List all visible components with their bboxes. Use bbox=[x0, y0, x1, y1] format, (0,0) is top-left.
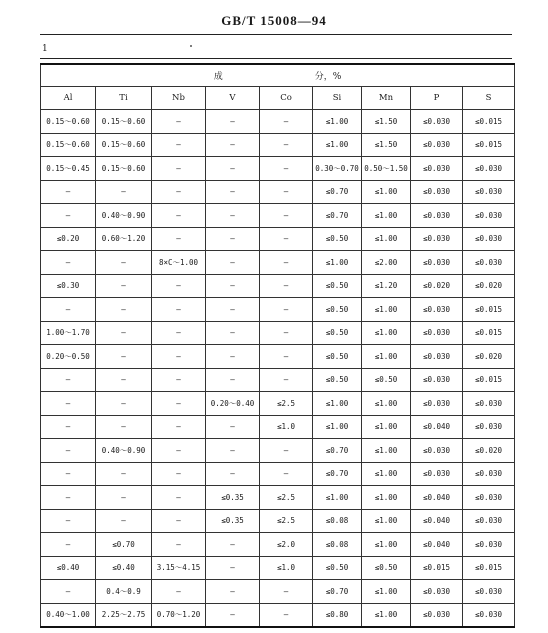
cell-al: — bbox=[41, 415, 96, 439]
cell-co: ≤1.0 bbox=[260, 415, 313, 439]
cell-p: ≤0.030 bbox=[411, 321, 463, 345]
cell-nb: — bbox=[152, 204, 206, 228]
cell-nb: — bbox=[152, 180, 206, 204]
column-header-co: Co bbox=[260, 87, 313, 110]
cell-s: ≤0.015 bbox=[463, 298, 515, 322]
cell-v: ≤0.35 bbox=[206, 486, 260, 510]
cell-nb: — bbox=[152, 368, 206, 392]
cell-co: — bbox=[260, 133, 313, 157]
cell-nb: — bbox=[152, 298, 206, 322]
cell-si: ≤0.08 bbox=[313, 509, 362, 533]
cell-nb: — bbox=[152, 321, 206, 345]
table-row bbox=[41, 603, 515, 627]
column-header-si: Si bbox=[313, 87, 362, 110]
cell-si: ≤0.70 bbox=[313, 204, 362, 228]
cell-mn: ≤1.20 bbox=[362, 274, 411, 298]
cell-co: — bbox=[260, 603, 313, 627]
cell-si: 0.30～0.70 bbox=[313, 157, 362, 181]
cell-ti: — bbox=[96, 180, 152, 204]
cell-al: 0.40～1.00 bbox=[41, 603, 96, 627]
cell-co: — bbox=[260, 439, 313, 463]
cell-al: ≤0.30 bbox=[41, 274, 96, 298]
composition-heading-right: 分，% bbox=[314, 72, 342, 82]
cell-al: 0.15～0.60 bbox=[41, 110, 96, 134]
cell-al: — bbox=[41, 533, 96, 557]
cell-co: — bbox=[260, 368, 313, 392]
cell-v: — bbox=[206, 603, 260, 627]
cell-si: ≤1.00 bbox=[313, 486, 362, 510]
cell-s: ≤0.030 bbox=[463, 580, 515, 604]
cell-si: ≤0.50 bbox=[313, 227, 362, 251]
table-row bbox=[41, 298, 515, 322]
cell-s: ≤0.015 bbox=[463, 321, 515, 345]
cell-mn: ≤1.00 bbox=[362, 486, 411, 510]
cell-al: — bbox=[41, 204, 96, 228]
column-header-s: S bbox=[463, 87, 515, 110]
cell-ti: 0.60～1.20 bbox=[96, 227, 152, 251]
cell-mn: ≤1.00 bbox=[362, 580, 411, 604]
cell-co: ≤1.0 bbox=[260, 556, 313, 580]
cell-p: ≤0.030 bbox=[411, 204, 463, 228]
cell-nb: — bbox=[152, 580, 206, 604]
cell-ti: — bbox=[96, 345, 152, 369]
cell-p: ≤0.030 bbox=[411, 251, 463, 275]
cell-p: ≤0.030 bbox=[411, 580, 463, 604]
cell-p: ≤0.030 bbox=[411, 110, 463, 134]
table-row bbox=[41, 368, 515, 392]
cell-al: ≤0.40 bbox=[41, 556, 96, 580]
cell-p: ≤0.030 bbox=[411, 439, 463, 463]
cell-v: — bbox=[206, 157, 260, 181]
cell-ti: — bbox=[96, 462, 152, 486]
cell-si: ≤0.70 bbox=[313, 439, 362, 463]
cell-nb: — bbox=[152, 486, 206, 510]
cell-co: ≤2.5 bbox=[260, 392, 313, 416]
cell-p: ≤0.015 bbox=[411, 556, 463, 580]
cell-v: — bbox=[206, 274, 260, 298]
cell-s: ≤0.020 bbox=[463, 345, 515, 369]
scan-speck bbox=[190, 45, 192, 47]
cell-mn: ≤1.00 bbox=[362, 415, 411, 439]
cell-ti: 0.15～0.60 bbox=[96, 157, 152, 181]
cell-co: — bbox=[260, 345, 313, 369]
cell-v: — bbox=[206, 204, 260, 228]
table-row bbox=[41, 133, 515, 157]
cell-co: ≤2.0 bbox=[260, 533, 313, 557]
cell-v: — bbox=[206, 580, 260, 604]
cell-s: ≤0.030 bbox=[463, 204, 515, 228]
cell-ti: — bbox=[96, 486, 152, 510]
column-header-mn: Mn bbox=[362, 87, 411, 110]
cell-si: ≤0.50 bbox=[313, 368, 362, 392]
cell-co: — bbox=[260, 227, 313, 251]
cell-co: ≤2.5 bbox=[260, 509, 313, 533]
cell-ti: — bbox=[96, 251, 152, 275]
cell-al: ≤0.20 bbox=[41, 227, 96, 251]
cell-mn: ≤0.50 bbox=[362, 556, 411, 580]
cell-p: ≤0.040 bbox=[411, 533, 463, 557]
table-row bbox=[41, 533, 515, 557]
cell-ti: 0.40～0.90 bbox=[96, 204, 152, 228]
cell-nb: — bbox=[152, 227, 206, 251]
cell-s: ≤0.020 bbox=[463, 439, 515, 463]
cell-nb: — bbox=[152, 533, 206, 557]
cell-mn: ≤1.00 bbox=[362, 298, 411, 322]
table-row bbox=[41, 180, 515, 204]
cell-p: ≤0.030 bbox=[411, 180, 463, 204]
cell-mn: ≤1.00 bbox=[362, 392, 411, 416]
cell-s: ≤0.020 bbox=[463, 274, 515, 298]
cell-al: — bbox=[41, 439, 96, 463]
composition-group-header bbox=[41, 64, 515, 87]
cell-s: ≤0.030 bbox=[463, 157, 515, 181]
cell-p: ≤0.030 bbox=[411, 368, 463, 392]
table-row bbox=[41, 227, 515, 251]
cell-s: ≤0.030 bbox=[463, 603, 515, 627]
cell-ti: — bbox=[96, 368, 152, 392]
cell-al: — bbox=[41, 580, 96, 604]
cell-mn: ≤1.00 bbox=[362, 227, 411, 251]
cell-s: ≤0.030 bbox=[463, 392, 515, 416]
cell-v: — bbox=[206, 368, 260, 392]
cell-co: — bbox=[260, 180, 313, 204]
table-row bbox=[41, 274, 515, 298]
cell-p: ≤0.020 bbox=[411, 274, 463, 298]
column-header-row bbox=[41, 87, 515, 110]
cell-ti: — bbox=[96, 509, 152, 533]
cell-mn: ≤1.00 bbox=[362, 204, 411, 228]
cell-nb: 3.15～4.15 bbox=[152, 556, 206, 580]
cell-co: — bbox=[260, 204, 313, 228]
cell-nb: — bbox=[152, 274, 206, 298]
cell-co: — bbox=[260, 321, 313, 345]
cell-ti: ≤0.70 bbox=[96, 533, 152, 557]
cell-v: — bbox=[206, 110, 260, 134]
cell-v: — bbox=[206, 462, 260, 486]
cell-si: ≤0.70 bbox=[313, 462, 362, 486]
table-row bbox=[41, 392, 515, 416]
cell-nb: — bbox=[152, 157, 206, 181]
table-row bbox=[41, 580, 515, 604]
cell-ti: 2.25～2.75 bbox=[96, 603, 152, 627]
cell-nb: — bbox=[152, 392, 206, 416]
cell-ti: — bbox=[96, 274, 152, 298]
table-row bbox=[41, 439, 515, 463]
cell-v: — bbox=[206, 415, 260, 439]
cell-nb: — bbox=[152, 345, 206, 369]
table-row bbox=[41, 415, 515, 439]
cell-ti: — bbox=[96, 392, 152, 416]
cell-co: — bbox=[260, 251, 313, 275]
cell-si: ≤1.00 bbox=[313, 133, 362, 157]
cell-al: 0.15～0.60 bbox=[41, 133, 96, 157]
cell-mn: ≤2.00 bbox=[362, 251, 411, 275]
cell-p: ≤0.030 bbox=[411, 133, 463, 157]
cell-v: — bbox=[206, 251, 260, 275]
subheader-rule bbox=[40, 58, 512, 59]
cell-al: — bbox=[41, 486, 96, 510]
cell-v: — bbox=[206, 227, 260, 251]
cell-p: ≤0.030 bbox=[411, 345, 463, 369]
cell-ti: — bbox=[96, 298, 152, 322]
cell-al: — bbox=[41, 462, 96, 486]
cell-mn: ≤1.50 bbox=[362, 133, 411, 157]
cell-co: — bbox=[260, 110, 313, 134]
cell-nb: — bbox=[152, 439, 206, 463]
cell-s: ≤0.015 bbox=[463, 556, 515, 580]
cell-nb: 8×C～1.00 bbox=[152, 251, 206, 275]
cell-nb: 0.70～1.20 bbox=[152, 603, 206, 627]
cell-mn: ≤0.50 bbox=[362, 368, 411, 392]
cell-mn: ≤1.00 bbox=[362, 603, 411, 627]
cell-si: ≤0.80 bbox=[313, 603, 362, 627]
composition-heading bbox=[41, 64, 515, 87]
cell-s: ≤0.030 bbox=[463, 227, 515, 251]
cell-s: ≤0.015 bbox=[463, 110, 515, 134]
cell-si: ≤1.00 bbox=[313, 392, 362, 416]
cell-v: — bbox=[206, 321, 260, 345]
cell-s: ≤0.030 bbox=[463, 251, 515, 275]
cell-v: 0.20～0.40 bbox=[206, 392, 260, 416]
cell-p: ≤0.030 bbox=[411, 462, 463, 486]
cell-mn: ≤1.50 bbox=[362, 110, 411, 134]
table-row bbox=[41, 486, 515, 510]
cell-v: — bbox=[206, 298, 260, 322]
composition-table bbox=[40, 63, 515, 628]
cell-si: ≤0.70 bbox=[313, 180, 362, 204]
cell-s: ≤0.030 bbox=[463, 462, 515, 486]
cell-si: ≤0.50 bbox=[313, 321, 362, 345]
page-number: 1 bbox=[42, 44, 48, 54]
cell-ti: 0.40～0.90 bbox=[96, 439, 152, 463]
composition-heading-left: 成 bbox=[213, 72, 223, 82]
cell-v: ≤0.35 bbox=[206, 509, 260, 533]
cell-s: ≤0.030 bbox=[463, 509, 515, 533]
cell-al: — bbox=[41, 392, 96, 416]
cell-p: ≤0.030 bbox=[411, 298, 463, 322]
cell-si: ≤0.50 bbox=[313, 298, 362, 322]
cell-p: ≤0.030 bbox=[411, 227, 463, 251]
cell-ti: ≤0.40 bbox=[96, 556, 152, 580]
cell-nb: — bbox=[152, 110, 206, 134]
cell-mn: ≤1.00 bbox=[362, 180, 411, 204]
cell-p: ≤0.040 bbox=[411, 415, 463, 439]
cell-p: ≤0.040 bbox=[411, 509, 463, 533]
column-header-v: V bbox=[206, 87, 260, 110]
cell-p: ≤0.030 bbox=[411, 157, 463, 181]
cell-s: ≤0.030 bbox=[463, 486, 515, 510]
cell-nb: — bbox=[152, 509, 206, 533]
column-header-al: Al bbox=[41, 87, 96, 110]
cell-si: ≤1.00 bbox=[313, 415, 362, 439]
cell-mn: ≤1.00 bbox=[362, 321, 411, 345]
cell-p: ≤0.030 bbox=[411, 392, 463, 416]
cell-p: ≤0.030 bbox=[411, 603, 463, 627]
cell-s: ≤0.030 bbox=[463, 180, 515, 204]
cell-al: — bbox=[41, 509, 96, 533]
standard-title: GB/T 15008—94 bbox=[221, 13, 327, 28]
cell-al: — bbox=[41, 368, 96, 392]
cell-p: ≤0.040 bbox=[411, 486, 463, 510]
column-header-ti: Ti bbox=[96, 87, 152, 110]
cell-nb: — bbox=[152, 415, 206, 439]
cell-co: ≤2.5 bbox=[260, 486, 313, 510]
cell-nb: — bbox=[152, 133, 206, 157]
table-row bbox=[41, 157, 515, 181]
cell-si: ≤0.50 bbox=[313, 556, 362, 580]
table-row bbox=[41, 321, 515, 345]
column-header-nb: Nb bbox=[152, 87, 206, 110]
cell-v: — bbox=[206, 133, 260, 157]
cell-ti: — bbox=[96, 415, 152, 439]
table-row bbox=[41, 509, 515, 533]
cell-v: — bbox=[206, 180, 260, 204]
cell-si: ≤0.50 bbox=[313, 274, 362, 298]
table-row bbox=[41, 204, 515, 228]
cell-mn: ≤1.00 bbox=[362, 345, 411, 369]
cell-al: 0.15～0.45 bbox=[41, 157, 96, 181]
cell-s: ≤0.030 bbox=[463, 415, 515, 439]
cell-v: — bbox=[206, 439, 260, 463]
cell-si: ≤1.00 bbox=[313, 110, 362, 134]
cell-nb: — bbox=[152, 462, 206, 486]
cell-al: — bbox=[41, 298, 96, 322]
cell-co: — bbox=[260, 580, 313, 604]
composition-rows bbox=[41, 110, 515, 628]
cell-si: ≤0.50 bbox=[313, 345, 362, 369]
table-row bbox=[41, 462, 515, 486]
cell-co: — bbox=[260, 274, 313, 298]
cell-al: — bbox=[41, 180, 96, 204]
cell-al: 1.00～1.70 bbox=[41, 321, 96, 345]
column-header-p: P bbox=[411, 87, 463, 110]
cell-s: ≤0.015 bbox=[463, 133, 515, 157]
cell-v: — bbox=[206, 533, 260, 557]
cell-ti: — bbox=[96, 321, 152, 345]
table-row bbox=[41, 251, 515, 275]
cell-si: ≤0.70 bbox=[313, 580, 362, 604]
cell-al: 0.20～0.50 bbox=[41, 345, 96, 369]
cell-si: ≤1.00 bbox=[313, 251, 362, 275]
cell-co: — bbox=[260, 298, 313, 322]
cell-ti: 0.15～0.60 bbox=[96, 133, 152, 157]
cell-mn: ≤1.00 bbox=[362, 462, 411, 486]
cell-ti: 0.4～0.9 bbox=[96, 580, 152, 604]
cell-co: — bbox=[260, 462, 313, 486]
cell-mn: ≤1.00 bbox=[362, 533, 411, 557]
cell-ti: 0.15～0.60 bbox=[96, 110, 152, 134]
cell-mn: ≤1.00 bbox=[362, 439, 411, 463]
cell-al: — bbox=[41, 251, 96, 275]
header-rule bbox=[40, 34, 512, 35]
cell-s: ≤0.030 bbox=[463, 533, 515, 557]
cell-v: — bbox=[206, 556, 260, 580]
table-row bbox=[41, 556, 515, 580]
cell-si: ≤0.08 bbox=[313, 533, 362, 557]
cell-co: — bbox=[260, 157, 313, 181]
cell-s: ≤0.015 bbox=[463, 368, 515, 392]
table-row bbox=[41, 345, 515, 369]
cell-mn: ≤1.00 bbox=[362, 509, 411, 533]
cell-v: — bbox=[206, 345, 260, 369]
cell-mn: 0.50～1.50 bbox=[362, 157, 411, 181]
table-row bbox=[41, 110, 515, 134]
